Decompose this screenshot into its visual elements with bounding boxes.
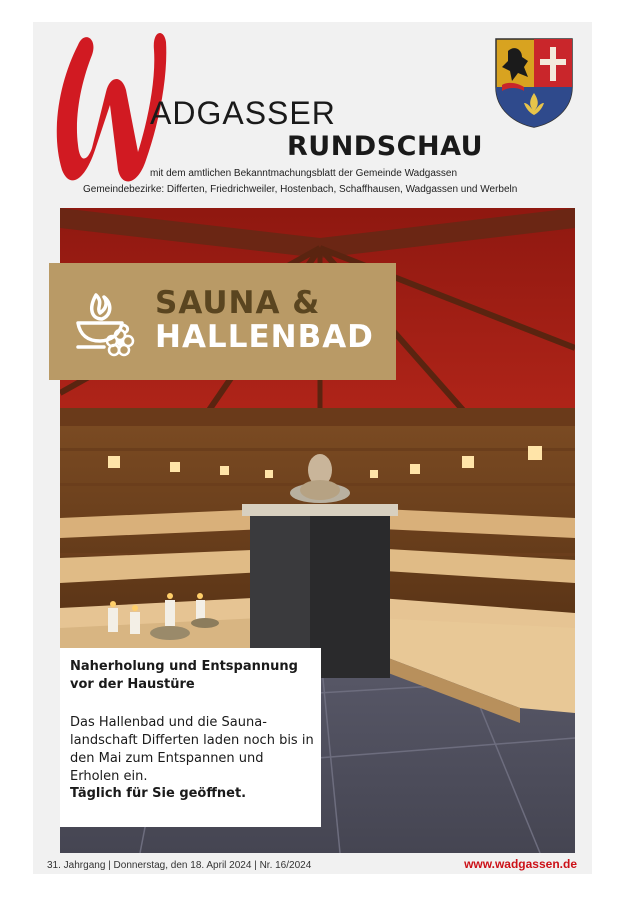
banner-title-line2: HALLENBAD (155, 319, 374, 355)
website-link[interactable]: www.wadgassen.de (464, 857, 577, 871)
teaser-heading: Naherholung und Entspannung vor der Haustüre (70, 659, 298, 692)
teaser-body: Das Hallenbad und die Sauna-landschaft Differten laden noch bis in den Mai zum Entspannen und Erholen ein. (70, 715, 314, 784)
masthead-title-part1: ADGASSER (150, 95, 336, 131)
sauna-banner (49, 263, 396, 380)
teaser-emphasis: Täglich für Sie geöffnet. (70, 786, 247, 801)
banner-title-line1: SAUNA & (155, 285, 321, 321)
masthead-districts: Gemeindebezirke: Differten, Friedrichweiler, Hostenbach, Schaffhausen, Wadgassen und Werbeln (83, 184, 518, 195)
masthead-subtitle: mit dem amtlichen Bekanntmachungsblatt der Gemeinde Wadgassen (150, 168, 458, 179)
masthead-title-part2: RUNDSCHAU (287, 131, 484, 162)
teaser-textbox (60, 648, 321, 827)
coat-of-arms-icon (494, 37, 574, 129)
issue-info: 31. Jahrgang | Donnerstag, den 18. April 2024 | Nr. 16/2024 (47, 860, 312, 871)
sauna-flower-icon (74, 291, 136, 357)
